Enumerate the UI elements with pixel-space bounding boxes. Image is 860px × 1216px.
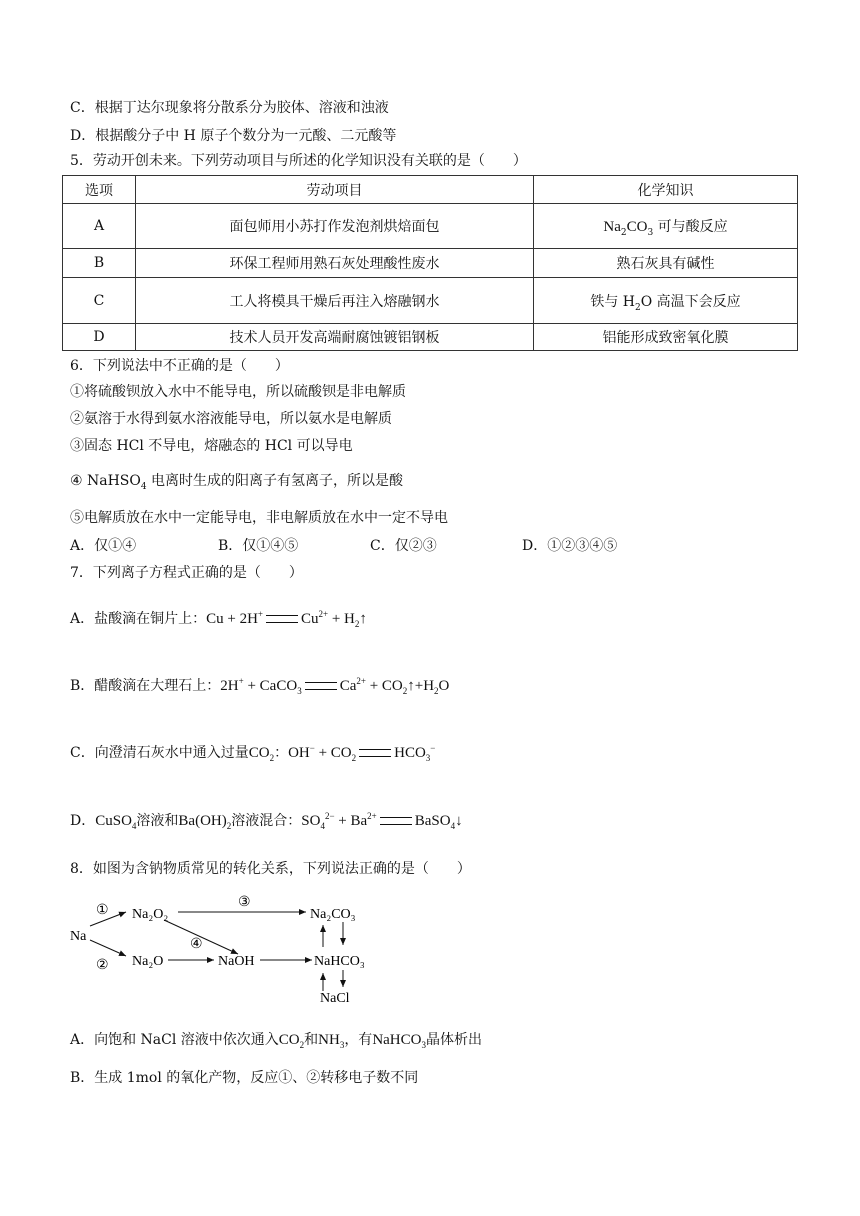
table-row — [63, 204, 798, 249]
q8-stem: 8．如图为含钠物质常见的转化关系，下列说法正确的是（ ） — [70, 861, 471, 877]
row-project: 工人将模具干燥后再注入熔融钢水 — [136, 278, 534, 324]
q4-option-c: C．根据丁达尔现象将分散系分为胶体、溶液和浊液 — [70, 100, 389, 116]
q6-option-b: B．仅①④⑤ — [218, 538, 299, 554]
table-row — [63, 278, 798, 324]
q6-statement-5: ⑤电解质放在水中一定能导电，非电解质放在水中一定不导电 — [70, 510, 448, 526]
q6-option-c: C．仅②③ — [370, 538, 437, 554]
q8-option-a: A．向饱和 NaCl 溶液中依次通入$CO_2$和$NH_3$，有NaHCO$_3$晶体析出 — [70, 1032, 482, 1050]
row-option: B — [63, 249, 136, 278]
q6-statement-1: ①将硫酸钡放入水中不能导电，所以硫酸钡是非电解质 — [70, 384, 406, 400]
sodium-conversion-diagram — [60, 888, 400, 1010]
label-na2co3: Na₂CO₃ — [310, 907, 356, 922]
circle-2: ② — [96, 958, 109, 973]
q6-options — [70, 536, 617, 556]
circle-4: ④ — [190, 937, 203, 952]
row-project: 环保工程师用熟石灰处理酸性废水 — [136, 249, 534, 278]
header-knowledge: 化学知识 — [534, 176, 798, 204]
row-knowledge: 熟石灰具有碱性 — [534, 249, 798, 278]
q7-option-a: A．盐酸滴在铜片上：Cu + 2H+ $Cu^{2+}$ + $H_2↑$ — [70, 609, 367, 629]
table-row — [63, 324, 798, 351]
q6-option-d: D．①②③④⑤ — [522, 538, 618, 554]
q7-stem: 7．下列离子方程式正确的是（ ） — [70, 565, 303, 581]
q5-stem: 5．劳动开创未来。下列劳动项目与所述的化学知识没有关联的是（ ） — [70, 153, 527, 169]
q7-option-d: D．CuSO$_4$溶液和$Ba(OH)_2$溶液混合：$SO_4^{2-} + Ba^{2+}$ BaSO$_4$↓ — [70, 811, 463, 831]
label-na: Na — [70, 929, 87, 944]
row-project: 面包师用小苏打作发泡剂烘焙面包 — [136, 204, 534, 249]
arrow-2 — [90, 940, 126, 956]
label-nahco3: NaHCO₃ — [314, 954, 365, 969]
row-knowledge: 铝能形成致密氧化膜 — [534, 324, 798, 351]
label-naoh: NaOH — [218, 954, 255, 969]
table-header-row — [63, 176, 798, 204]
header-project: 劳动项目 — [136, 176, 534, 204]
q8-option-b: B．生成 1mol 的氧化产物，反应①、②转移电子数不同 — [70, 1070, 419, 1086]
row-knowledge: 铁与 $H_2O$ 高温下会反应 — [534, 278, 798, 324]
q7-option-b: B．醋酸滴在大理石上：2H+ + CaCO$_3$ $Ca^{2+}$ + $CO_2↑+H_2O$ — [70, 676, 450, 696]
label-na2o: Na₂O — [132, 954, 164, 969]
header-option: 选项 — [63, 176, 136, 204]
circle-1: ① — [96, 903, 109, 918]
q6-stem: 6．下列说法中不正确的是（ ） — [70, 358, 289, 374]
q5-table — [62, 175, 798, 351]
q6-option-a: A．仅①④ — [70, 538, 137, 554]
q6-statement-3: ③固态 HCl 不导电，熔融态的 HCl 可以导电 — [70, 438, 353, 454]
q6-statement-4: ④ NaHSO$_4$ 电离时生成的阳离子有氢离子，所以是酸 — [70, 473, 404, 492]
q4-option-d: D．根据酸分子中 H 原子个数分为一元酸、二元酸等 — [70, 128, 397, 144]
row-option: C — [63, 278, 136, 324]
q7-option-c: C．向澄清石灰水中通入过量$CO_2$：$OH^- + CO_2$ $HCO_3^-$ — [70, 743, 436, 763]
row-project: 技术人员开发高端耐腐蚀镀铝钢板 — [136, 324, 534, 351]
q6-statement-2: ②氨溶于水得到氨水溶液能导电，所以氨水是电解质 — [70, 411, 392, 427]
label-na2o2: Na₂O₂ — [132, 907, 169, 922]
row-knowledge: $Na_2CO_3$ 可与酸反应 — [534, 204, 798, 249]
row-option: D — [63, 324, 136, 351]
circle-3: ③ — [238, 895, 251, 910]
table-row — [63, 249, 798, 278]
label-nacl: NaCl — [320, 991, 350, 1006]
row-option: A — [63, 204, 136, 249]
